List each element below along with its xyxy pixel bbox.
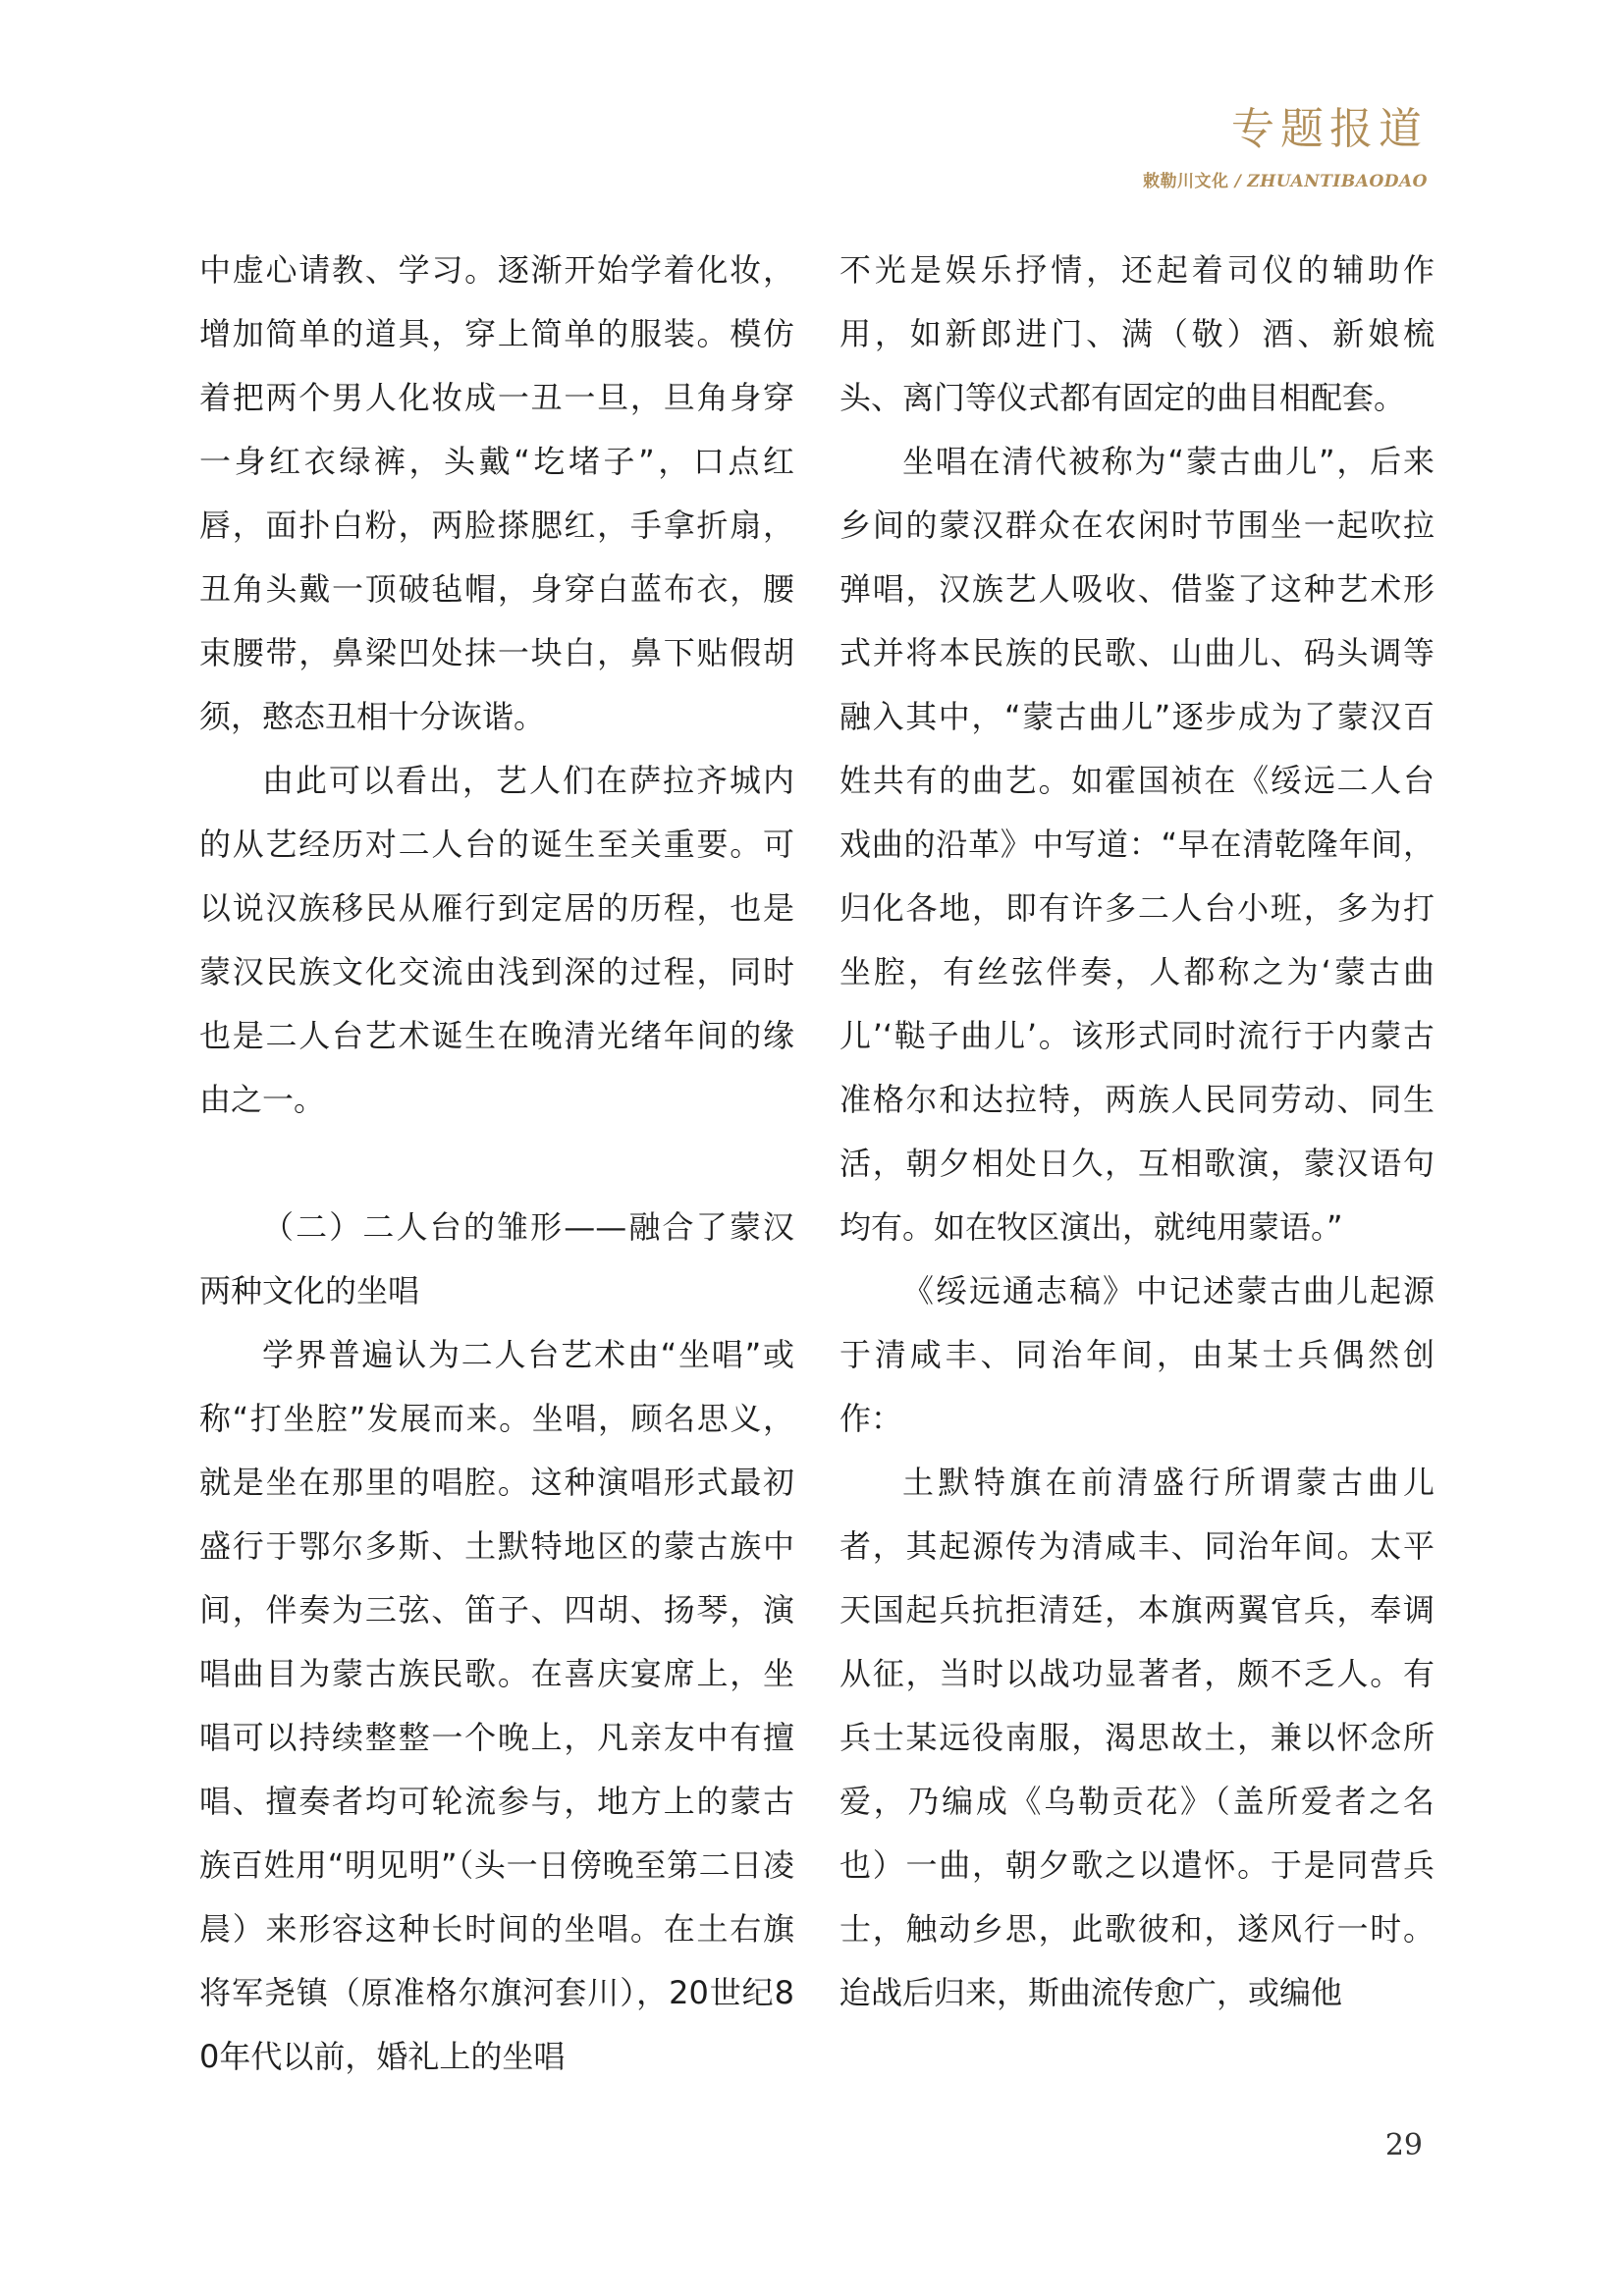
publication-name: 敕勒川文化 — [1143, 172, 1229, 191]
paragraph: 坐唱在清代被称为“蒙古曲儿”，后来乡间的蒙汉群众在农闲时节围坐一起吹拉弹唱，汉族艺人吸收、借鉴了这种艺术形式并将本民族的民歌、山曲儿、码头调等融入其中，“蒙古曲儿”逐步成为了蒙汉百姓共有的曲艺。如霍国祯在《绥远二人台戏曲的沿革》中写道：“早在清乾隆年间，归化各地，即有许多二人台小班，多为打坐腔，有丝弦伴奏，人都称之为‘蒙古曲儿’‘鞑子曲儿’。该形式同时流行于内蒙古准格尔和达拉特，两族人民同劳动、同生活，朝夕相处日久，互相歌演，蒙汉语句均有。如在牧区演出，就纯用蒙语。” — [839, 443, 1435, 1246]
paragraph: 学界普遍认为二人台艺术由“坐唱”或称“打坐腔”发展而来。坐唱，顾名思义，就是坐在那里的唱腔。这种演唱形式最初盛行于鄂尔多斯、土默特地区的蒙古族中间，伴奏为三弦、笛子、四胡、扬琴，演唱曲目为蒙古族民歌。在喜庆宴席上，坐唱可以持续整整一个晚上，凡亲友中有擅唱、擅奏者均可轮流参与，地方上的蒙古族百姓用“明见明”（头一日傍晚至第二日凌晨）来形容这种长时间的坐唱。在土右旗将军尧镇（原准格尔旗河套川），20世纪80年代以前，婚礼上的坐唱 — [199, 1336, 794, 2075]
section-heading: （二）二人台的雏形——融合了蒙汉两种文化的坐唱 — [199, 1208, 794, 1309]
section-gap — [199, 1132, 794, 1196]
page-number: 29 — [1384, 2128, 1423, 2163]
section-title: 专题报道 — [1231, 104, 1428, 154]
left-column — [199, 239, 794, 2089]
section-subtitle — [1143, 167, 1428, 191]
section-title-pinyin: ZHUANTIBAODAO — [1247, 172, 1428, 191]
paragraph: 《绥远通志稿》中记述蒙古曲儿起源于清咸丰、同治年间，由某士兵偶然创作： — [839, 1272, 1435, 1437]
paragraph: 不光是娱乐抒情，还起着司仪的辅助作用，如新郎进门、满（敬）酒、新娘梳头、离门等仪式都有固定的曲目相配套。 — [839, 251, 1435, 416]
paragraph: 中虚心请教、学习。逐渐开始学着化妆，增加简单的道具，穿上简单的服装。模仿着把两个男人化妆成一丑一旦，旦角身穿一身红衣绿裤，头戴“圪堵子”，口点红唇，面扑白粉，两脸搽腮红，手拿折扇，丑角头戴一顶破毡帽，身穿白蓝布衣，腰束腰带，鼻梁凹处抹一块白，鼻下贴假胡须，憨态丑相十分诙谐。 — [199, 251, 794, 735]
running-header — [1143, 104, 1428, 191]
subtitle-separator: / — [1234, 172, 1242, 191]
quoted-paragraph: 土默特旗在前清盛行所谓蒙古曲儿者，其起源传为清咸丰、同治年间。太平天国起兵抗拒清廷，本旗两翼官兵，奉调从征，当时以战功显著者，颇不乏人。有兵士某远役南服，渴思故土，兼以怀念所爱，乃编成《乌勒贡花》（盖所爱者之名也）一曲，朝夕歌之以遣怀。于是同营兵士，触动乡思，此歌彼和，遂风行一时。迨战后归来，斯曲流传愈广，或编他 — [839, 1464, 1435, 2011]
paragraph: 由此可以看出，艺人们在萨拉齐城内的从艺经历对二人台的诞生至关重要。可以说汉族移民从雁行到定居的历程，也是蒙汉民族文化交流由浅到深的过程，同时也是二人台艺术诞生在晚清光绪年间的缘由之一。 — [199, 762, 794, 1118]
right-column — [839, 239, 1435, 2025]
